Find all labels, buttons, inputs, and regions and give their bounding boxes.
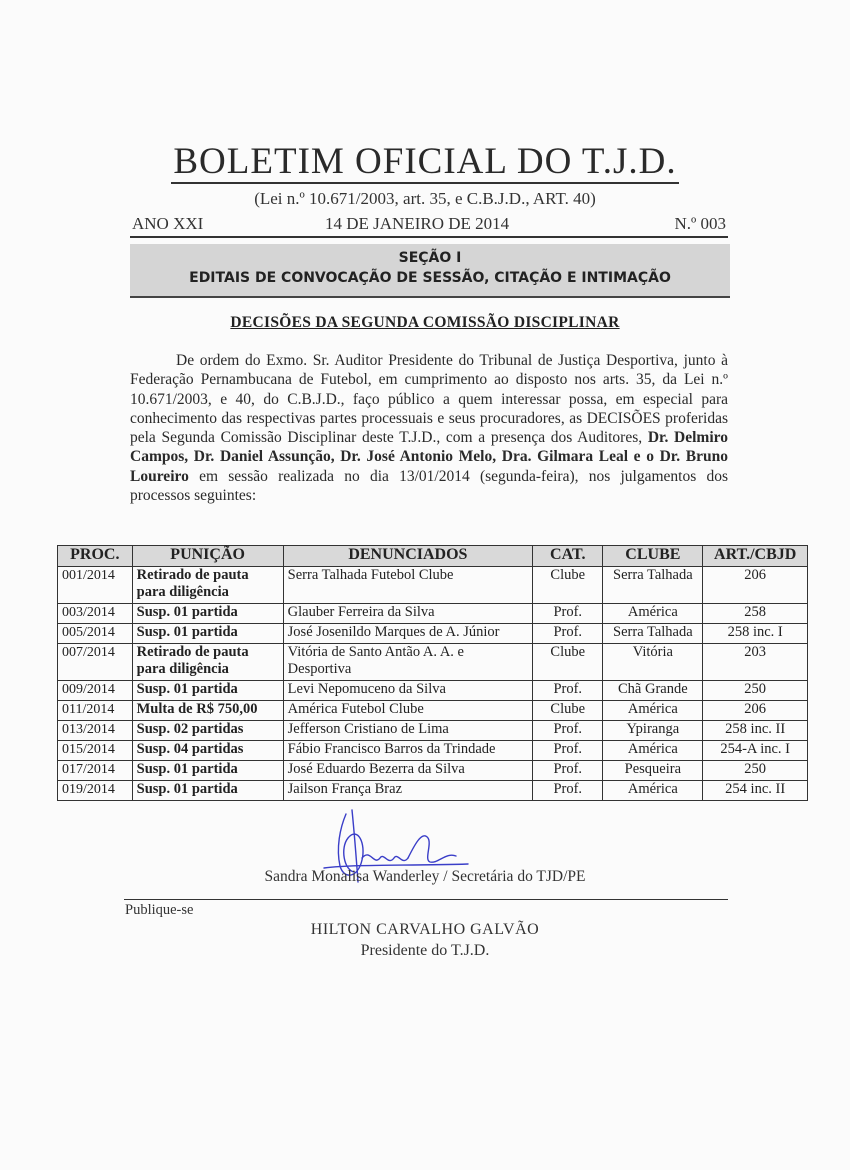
cell-cat: Prof. xyxy=(533,624,603,644)
cell-cat: Prof. xyxy=(533,681,603,701)
cell-denunciado: Glauber Ferreira da Silva xyxy=(283,604,532,624)
cell-art: 250 xyxy=(703,681,808,701)
publique-label: Publique-se xyxy=(125,902,194,918)
divider xyxy=(124,899,728,900)
cell-denunciado: Jailson França Braz xyxy=(283,781,532,801)
auditors-names: Dr. Delmiro Campos, Dr. Daniel Assunção, Dr. José Antonio Melo, Dra. Gilmara Leal e o Dr. Bruno Loureiro xyxy=(130,429,728,485)
cell-punicao: Susp. 04 partidas xyxy=(132,741,283,761)
section-heading-box xyxy=(130,244,730,298)
cell-art: 203 xyxy=(703,644,808,681)
cell-denunciado: Jefferson Cristiano de Lima xyxy=(283,721,532,741)
cell-clube: Serra Talhada xyxy=(603,624,703,644)
cell-art: 254 inc. II xyxy=(703,781,808,801)
table-row xyxy=(58,644,808,681)
cell-denunciado: José Josenildo Marques de A. Júnior xyxy=(283,624,532,644)
cell-art: 250 xyxy=(703,761,808,781)
cell-proc: 015/2014 xyxy=(58,741,133,761)
cell-proc: 001/2014 xyxy=(58,567,133,604)
header-clube: CLUBE xyxy=(603,546,703,567)
cell-denunciado: América Futebol Clube xyxy=(283,701,532,721)
table-row xyxy=(58,681,808,701)
bulletin-title-text: BOLETIM OFICIAL DO T.J.D. xyxy=(173,141,677,182)
cell-clube: América xyxy=(603,604,703,624)
header-cat: CAT. xyxy=(533,546,603,567)
section-title: EDITAIS DE CONVOCAÇÃO DE SESSÃO, CITAÇÃO E INTIMAÇÃO xyxy=(189,270,671,286)
cell-proc: 009/2014 xyxy=(58,681,133,701)
cell-cat: Clube xyxy=(533,644,603,681)
cell-art: 258 inc. I xyxy=(703,624,808,644)
table-row xyxy=(58,761,808,781)
table-header-row xyxy=(58,546,808,567)
decisions-heading-text: DECISÕES DA SEGUNDA COMISSÃO DISCIPLINAR xyxy=(230,314,620,331)
cell-punicao: Retirado de pauta para diligência xyxy=(132,644,283,681)
cell-punicao: Susp. 01 partida xyxy=(132,681,283,701)
cell-clube: América xyxy=(603,701,703,721)
cell-clube: América xyxy=(603,741,703,761)
cell-denunciado: Vitória de Santo Antão A. A. e Desportiva xyxy=(283,644,532,681)
issue-info-bar xyxy=(130,214,728,238)
header-denunciados: DENUNCIADOS xyxy=(283,546,532,567)
section-number: SEÇÃO I xyxy=(398,250,462,266)
cell-art: 258 inc. II xyxy=(703,721,808,741)
cell-denunciado: Fábio Francisco Barros da Trindade xyxy=(283,741,532,761)
issue-number: N.º 003 xyxy=(674,214,726,233)
decisions-heading xyxy=(0,314,850,332)
cell-art: 258 xyxy=(703,604,808,624)
cell-proc: 003/2014 xyxy=(58,604,133,624)
paragraph-part-2: em sessão realizada no dia 13/01/2014 (segunda-feira), nos julgamentos dos processos seguintes: xyxy=(130,467,728,505)
table-row xyxy=(58,781,808,801)
table-row xyxy=(58,721,808,741)
cell-denunciado: Levi Nepomuceno da Silva xyxy=(283,681,532,701)
cell-proc: 005/2014 xyxy=(58,624,133,644)
header-proc: PROC. xyxy=(58,546,133,567)
cell-cat: Clube xyxy=(533,567,603,604)
cell-cat: Prof. xyxy=(533,604,603,624)
cell-denunciado: José Eduardo Bezerra da Silva xyxy=(283,761,532,781)
body-paragraph xyxy=(130,351,728,505)
paragraph-part-1: De ordem do Exmo. Sr. Auditor Presidente do Tribunal de Justiça Desportiva, junto à Federação Pernambucana de Futebol, em cumprimento ao disposto nos arts. 35, da Lei n.º 10.671/2003, e 40, do C.B.J.D., faço público a quem interessar possa, em especial para conhecimento das respectivas partes processuais e seus procuradores, as DECISÕES proferidas pela Segunda Comissão Disciplinar deste T.J.D., com a presença dos Auditores, xyxy=(130,352,728,447)
table-row xyxy=(58,741,808,761)
cell-denunciado: Serra Talhada Futebol Clube xyxy=(283,567,532,604)
cell-cat: Prof. xyxy=(533,761,603,781)
issue-year: ANO XXI xyxy=(132,214,204,233)
cell-proc: 013/2014 xyxy=(58,721,133,741)
cell-cat: Prof. xyxy=(533,781,603,801)
paragraph xyxy=(130,351,728,505)
cell-proc: 011/2014 xyxy=(58,701,133,721)
cell-punicao: Susp. 01 partida xyxy=(132,781,283,801)
cell-clube: Pesqueira xyxy=(603,761,703,781)
cell-clube: Chã Grande xyxy=(603,681,703,701)
secretary-line: Sandra Monalisa Wanderley / Secretária do TJD/PE xyxy=(264,868,586,885)
cell-proc: 019/2014 xyxy=(58,781,133,801)
table-row xyxy=(58,624,808,644)
cell-cat: Clube xyxy=(533,701,603,721)
president-title: Presidente do T.J.D. xyxy=(360,942,490,959)
cell-punicao: Susp. 02 partidas xyxy=(132,721,283,741)
cell-punicao: Susp. 01 partida xyxy=(132,624,283,644)
cell-punicao: Susp. 01 partida xyxy=(132,604,283,624)
cell-clube: América xyxy=(603,781,703,801)
decisions-table xyxy=(57,545,808,801)
table-row xyxy=(58,701,808,721)
bulletin-title xyxy=(0,140,850,183)
cell-cat: Prof. xyxy=(533,721,603,741)
issue-date: 14 DE JANEIRO DE 2014 xyxy=(325,214,510,233)
cell-art: 206 xyxy=(703,701,808,721)
cell-punicao: Multa de R$ 750,00 xyxy=(132,701,283,721)
cell-punicao: Retirado de pauta para diligência xyxy=(132,567,283,604)
cell-punicao: Susp. 01 partida xyxy=(132,761,283,781)
cell-clube: Vitória xyxy=(603,644,703,681)
header-art: ART./CBJD xyxy=(703,546,808,567)
president-name: HILTON CARVALHO GALVÃO xyxy=(310,921,540,938)
cell-clube: Ypiranga xyxy=(603,721,703,741)
bulletin-subtitle: (Lei n.º 10.671/2003, art. 35, e C.B.J.D., ART. 40) xyxy=(254,189,596,208)
cell-proc: 007/2014 xyxy=(58,644,133,681)
table-row xyxy=(58,567,808,604)
table-row xyxy=(58,604,808,624)
cell-cat: Prof. xyxy=(533,741,603,761)
cell-art: 206 xyxy=(703,567,808,604)
header-punicao: PUNIÇÃO xyxy=(132,546,283,567)
cell-clube: Serra Talhada xyxy=(603,567,703,604)
cell-art: 254-A inc. I xyxy=(703,741,808,761)
cell-proc: 017/2014 xyxy=(58,761,133,781)
